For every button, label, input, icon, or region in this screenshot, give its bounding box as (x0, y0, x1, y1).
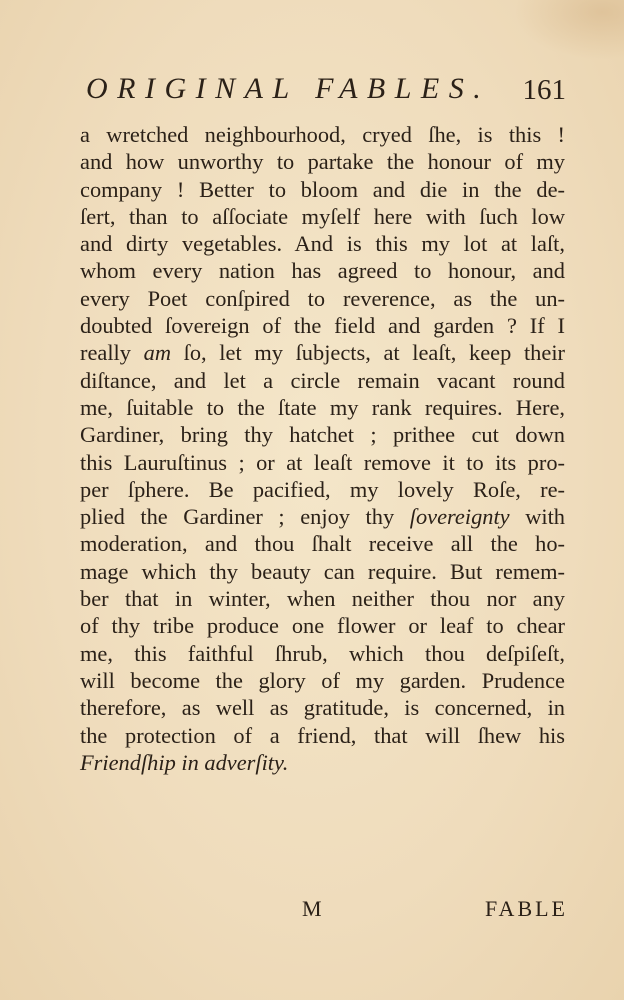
text-line: moderation, and thou ſhalt receive all the ho- (80, 531, 565, 557)
text-line: will become the glory of my garden. Prudence (80, 667, 565, 693)
text-line: me, this faithful ſhrub, which thou deſpiſeſt, (80, 640, 565, 666)
text-line: doubted ſovereign of the field and garden ? If I (80, 313, 565, 339)
text-line: whom every nation has agreed to honour, and (80, 258, 565, 284)
paper-stain (514, 0, 624, 60)
text-line: Gardiner, bring thy hatchet ; prithee cut down (80, 422, 565, 448)
signature-mark: M (302, 896, 322, 921)
text-line: a wretched neighbourhood, cryed ſhe, is this ! (80, 122, 565, 147)
page-header (80, 72, 570, 112)
text-line: and dirty vegetables. And is this my lot at laſt, (80, 231, 565, 257)
text-line: diſtance, and let a circle remain vacant round (80, 367, 565, 393)
running-title: ORIGINAL FABLES. (86, 72, 491, 105)
text-line: per ſphere. Be pacified, my lovely Roſe, re- (80, 476, 565, 502)
text-line: of thy tribe produce one flower or leaf to chear (80, 613, 565, 639)
text-line: ber that in winter, when neither thou nor any (80, 586, 565, 612)
text-line: and how unworthy to partake the honour of my (80, 149, 565, 175)
page-footer (80, 896, 568, 928)
text-line: really am ſo, let my ſubjects, at leaſt, keep their (80, 340, 565, 366)
text-line: mage which thy beauty can require. But remem- (80, 558, 565, 584)
text-line: ſert, than to aſſociate myſelf here with ſuch low (80, 203, 565, 229)
text-line-final: Friendſhip in adverſity. (80, 749, 289, 775)
italic-word: am (143, 340, 171, 366)
text-line: this Lauruſtinus ; or at leaſt remove it to its pro- (80, 449, 565, 475)
page-number: 161 (522, 74, 566, 106)
text-line: every Poet conſpired to reverence, as the un- (80, 285, 565, 311)
text-line: me, ſuitable to the ſtate my rank requires. Here, (80, 394, 565, 420)
text-line: the protection of a friend, that will ſhew his (80, 722, 565, 748)
fable-text (80, 121, 565, 776)
italic-word: ſovereignty (409, 504, 510, 530)
text-line: plied the Gardiner ; enjoy thy ſovereignty with (80, 504, 566, 530)
catchword: FABLE (484, 896, 568, 921)
text-line: company ! Better to bloom and die in the de- (80, 176, 565, 202)
text-line: therefore, as well as gratitude, is concerned, in (80, 695, 565, 721)
